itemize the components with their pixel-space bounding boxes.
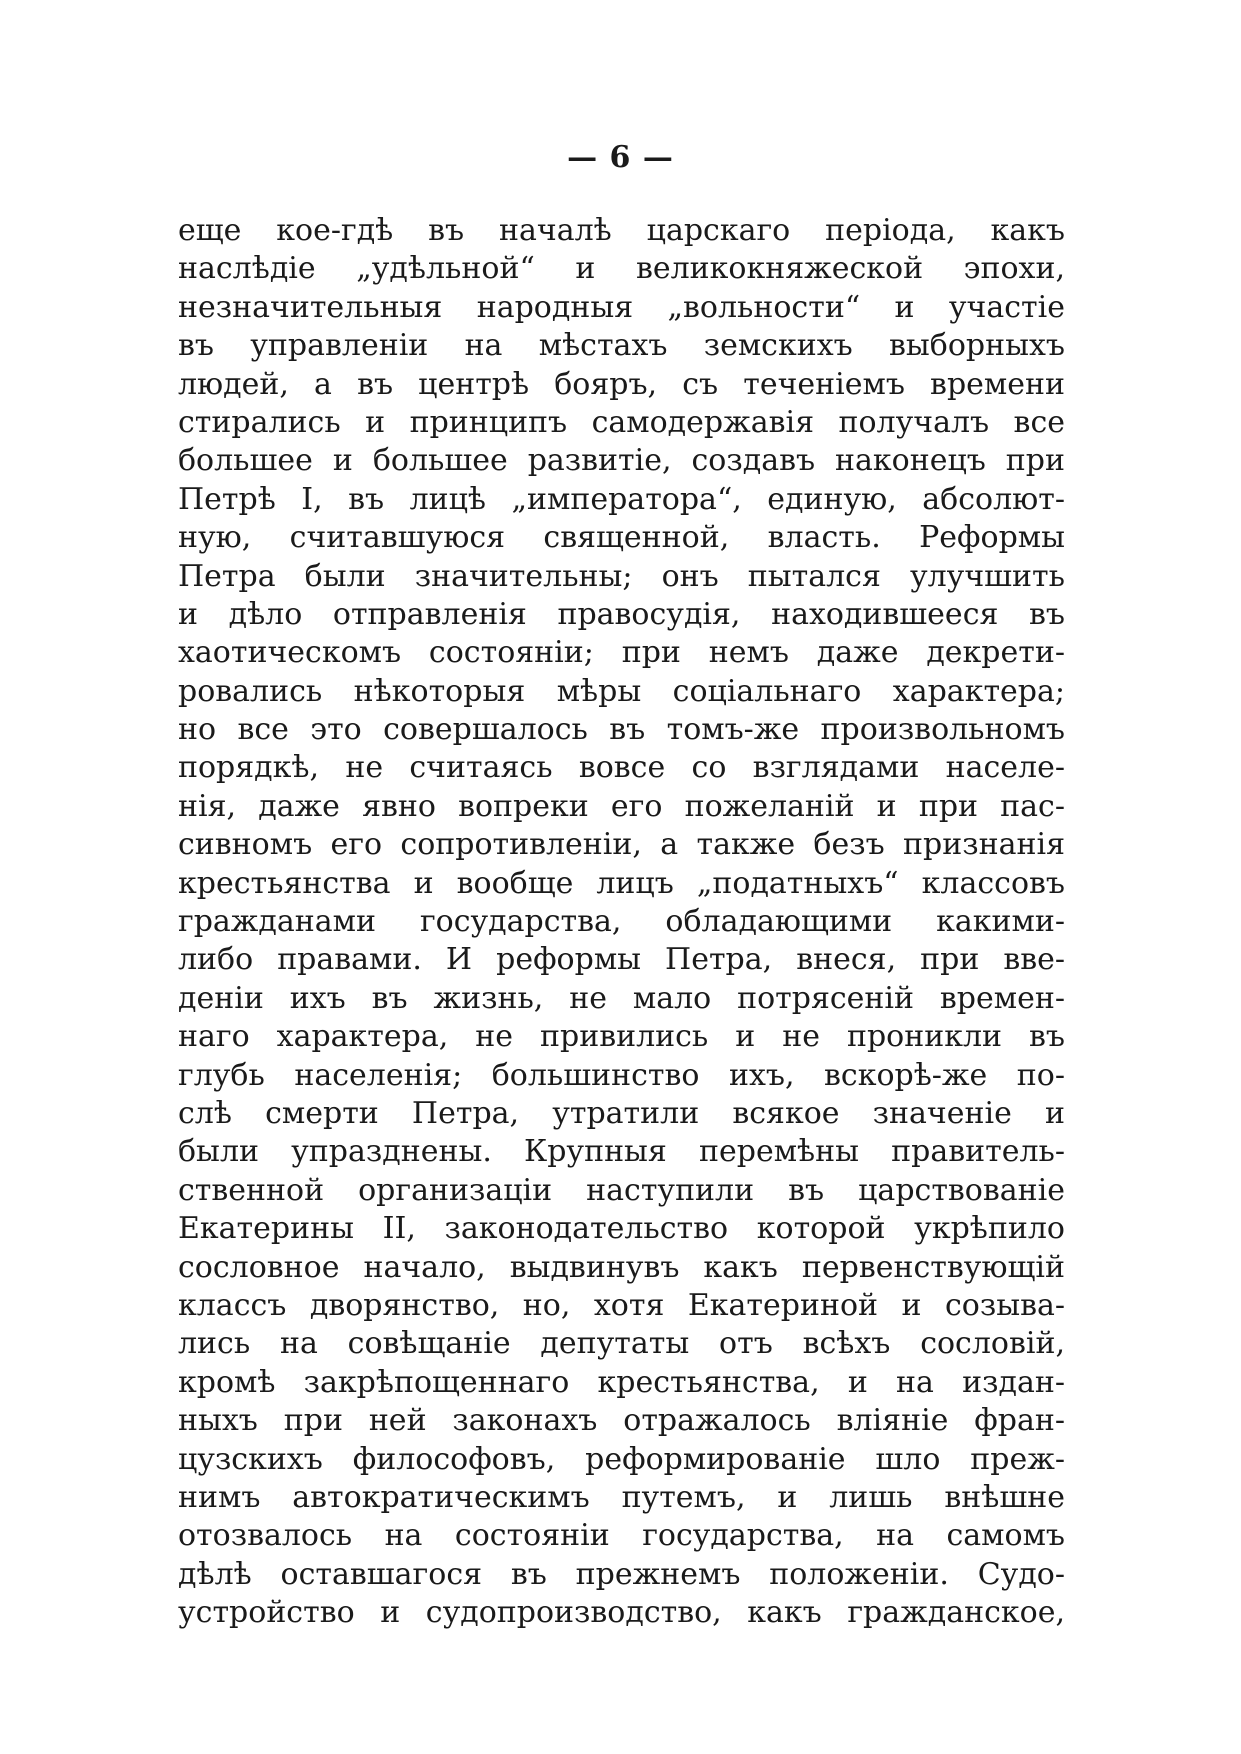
text-line: въ управленіи на мѣстахъ земскихъ выборныхъ xyxy=(178,328,1065,364)
text-line: нія, даже явно вопреки его пожеланій и при пас- xyxy=(178,788,1065,824)
text-line: цузскихъ философовъ, реформированіе шло преж- xyxy=(178,1441,1065,1477)
text-line: людей, а въ центрѣ бояръ, съ теченіемъ времени xyxy=(178,366,1065,402)
text-line: лись на совѣщаніе депутаты отъ всѣхъ сословій, xyxy=(178,1326,1065,1362)
text-line: ственной организаціи наступили въ царствованіе xyxy=(178,1172,1065,1208)
text-line: сословное начало, выдвинувъ какъ первенствующій xyxy=(178,1249,1065,1285)
text-line: гражданами государства, обладающими какими- xyxy=(178,904,1065,940)
text-line: Петрѣ I, въ лицѣ „императора“, единую, абсолют- xyxy=(178,481,1065,517)
text-line: глубь населенія; большинство ихъ, вскорѣ-же по- xyxy=(178,1057,1065,1093)
text-line: крестьянства и вообще лицъ „податныхъ“ классовъ xyxy=(178,865,1065,901)
text-line: либо правами. И реформы Петра, внеся, при вве- xyxy=(178,942,1065,978)
text-line: еще кое-гдѣ въ началѣ царскаго періода, какъ xyxy=(178,213,1065,248)
text-line: ную, считавшуюся священной, власть. Реформы xyxy=(178,520,1065,556)
text-line: устройство и судопроизводство, какъ гражданское, xyxy=(178,1595,1065,1631)
text-line: и дѣло отправленія правосудія, находившееся въ xyxy=(178,596,1065,632)
text-line: кромѣ закрѣпощеннаго крестьянства, и на издан- xyxy=(178,1364,1065,1400)
page-number: — 6 — xyxy=(567,140,674,175)
text-line: порядкѣ, не считаясь вовсе со взглядами населе- xyxy=(178,750,1065,786)
text-line: деніи ихъ въ жизнь, не мало потрясеній времен- xyxy=(178,980,1065,1016)
text-line: дѣлѣ оставшагося въ прежнемъ положеніи. Судо- xyxy=(178,1556,1065,1592)
text-line: наго характера, не привились и не проникли въ xyxy=(178,1019,1065,1055)
text-line: большее и большее развитіе, создавъ наконецъ при xyxy=(178,443,1065,479)
text-line: ровались нѣкоторыя мѣры соціальнаго характера; xyxy=(178,673,1065,709)
text-line: нимъ автократическимъ путемъ, и лишь внѣшне xyxy=(178,1479,1065,1515)
text-line: наслѣдіе „удѣльной“ и великокняжеской эпохи, xyxy=(178,251,1065,287)
body-text xyxy=(178,212,1065,1632)
text-line: были упразднены. Крупныя перемѣны правитель- xyxy=(178,1134,1065,1170)
text-line: Екатерины II, законодательство которой укрѣпило xyxy=(178,1211,1065,1247)
text-line: но все это совершалось въ томъ-же произвольномъ xyxy=(178,712,1065,748)
text-line: отозвалось на состояніи государства, на самомъ xyxy=(178,1518,1065,1554)
text-line: сивномъ его сопротивленіи, а также безъ признанія xyxy=(178,827,1065,863)
text-line: хаотическомъ состояніи; при немъ даже декрети- xyxy=(178,635,1065,671)
text-line: незначительныя народныя „вольности“ и участіе xyxy=(178,289,1065,325)
text-line: стирались и принципъ самодержавія получалъ все xyxy=(178,404,1065,440)
text-line: ныхъ при ней законахъ отражалось вліяніе фран- xyxy=(178,1403,1065,1439)
text-line: слѣ смерти Петра, утратили всякое значеніе и xyxy=(178,1095,1065,1131)
text-line: Петра были значительны; онъ пытался улучшить xyxy=(178,558,1065,594)
text-line: классъ дворянство, но, хотя Екатериной и созыва- xyxy=(178,1287,1065,1323)
